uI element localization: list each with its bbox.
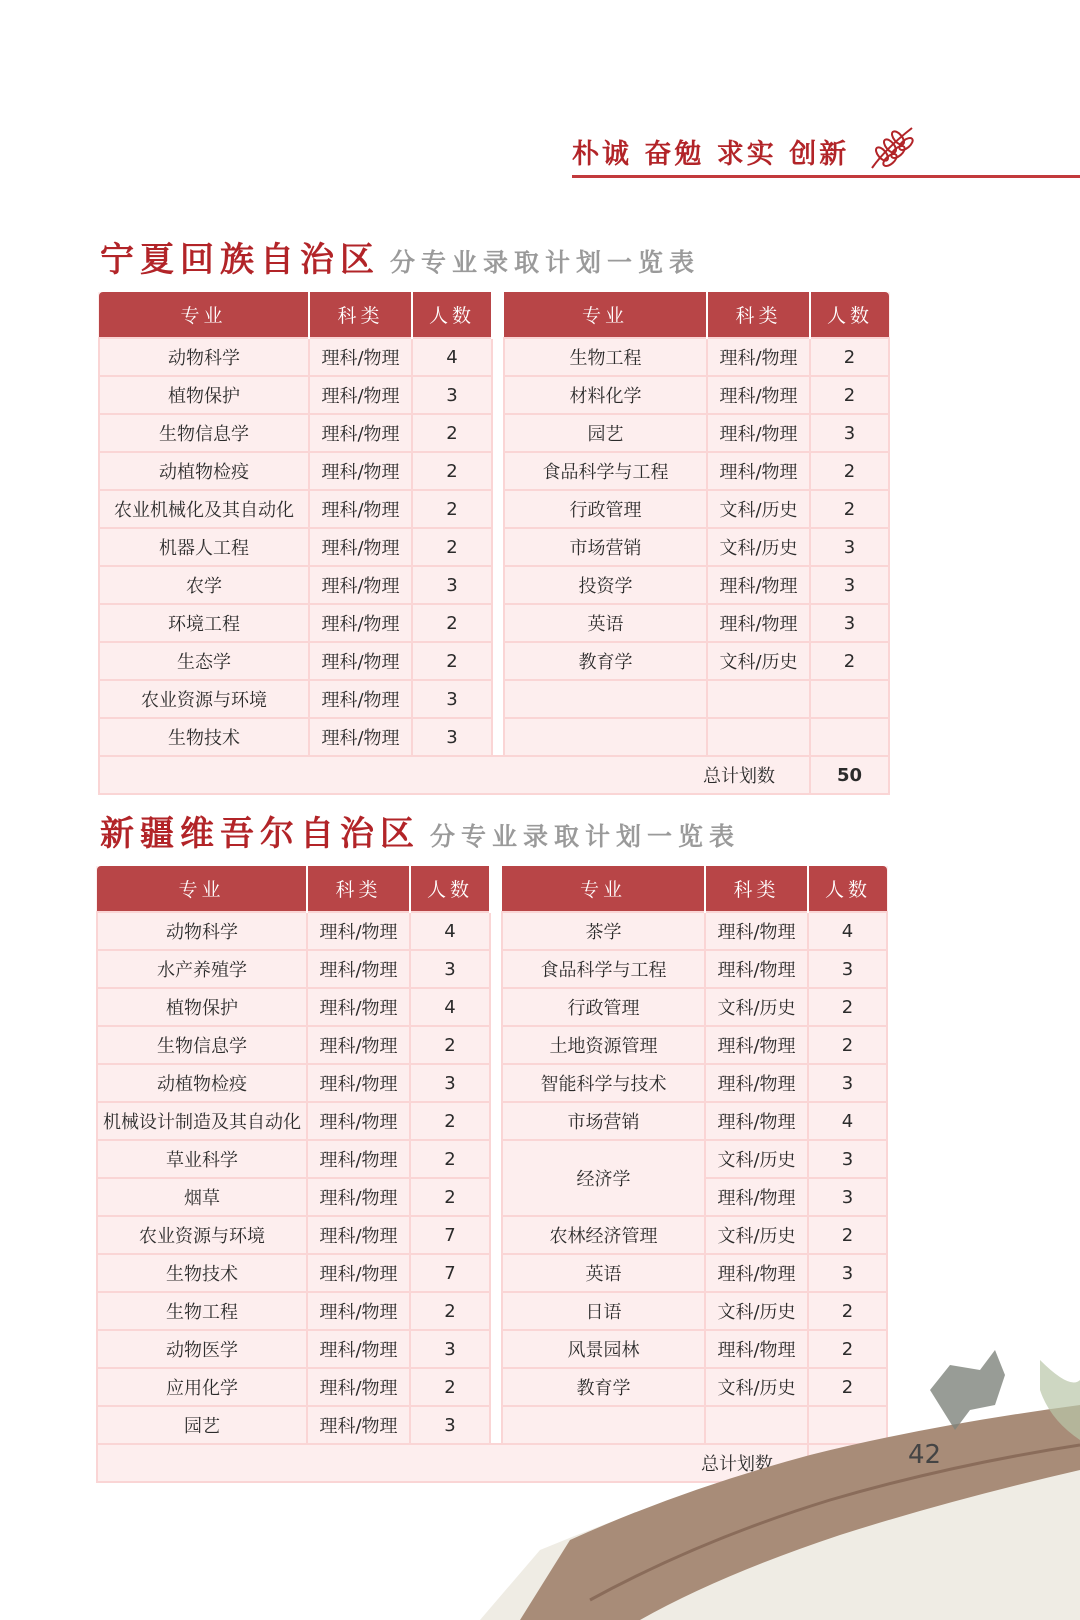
header-major: 专业 [97,866,307,912]
major-cell: 生态学 [99,642,309,680]
count-cell: 3 [412,566,492,604]
major-cell: 园艺 [504,414,707,452]
major-cell: 智能科学与技术 [502,1064,705,1102]
header-count: 人数 [808,866,887,912]
major-cell: 植物保护 [97,988,307,1026]
count-cell: 3 [808,1140,887,1178]
category-cell: 理科/物理 [705,1330,808,1368]
major-cell: 英语 [504,604,707,642]
major-cell: 日语 [502,1292,705,1330]
table-row [97,912,887,950]
count-cell: 3 [412,718,492,756]
category-cell: 理科/物理 [307,1102,410,1140]
category-cell: 理科/物理 [705,912,808,950]
count-cell: 2 [808,1368,887,1406]
major-cell: 园艺 [97,1406,307,1444]
major-cell: 动物科学 [97,912,307,950]
count-cell [810,680,889,718]
count-cell: 2 [410,1368,490,1406]
category-cell: 文科/历史 [705,1140,808,1178]
header-category: 科类 [705,866,808,912]
category-cell: 理科/物理 [309,376,412,414]
count-cell: 3 [810,528,889,566]
count-cell: 3 [412,680,492,718]
major-cell [504,718,707,756]
header-category: 科类 [307,866,410,912]
category-cell: 文科/历史 [707,642,810,680]
category-cell: 理科/物理 [309,566,412,604]
category-cell: 理科/物理 [705,1026,808,1064]
count-cell: 2 [808,988,887,1026]
major-cell: 机械设计制造及其自动化 [97,1102,307,1140]
count-cell: 4 [808,1102,887,1140]
major-cell: 教育学 [502,1368,705,1406]
count-cell [810,718,889,756]
major-cell: 生物技术 [99,718,309,756]
category-cell: 理科/物理 [705,1254,808,1292]
count-cell: 3 [810,414,889,452]
count-cell: 4 [410,988,490,1026]
category-cell: 文科/历史 [705,1216,808,1254]
header-category: 科类 [707,292,810,338]
category-cell: 理科/物理 [707,414,810,452]
header-count: 人数 [412,292,492,338]
major-cell: 土地资源管理 [502,1026,705,1064]
table-row [97,1254,887,1292]
category-cell: 理科/物理 [707,376,810,414]
major-cell: 生物信息学 [99,414,309,452]
count-cell: 2 [808,1292,887,1330]
category-cell: 理科/物理 [307,1216,410,1254]
category-cell: 理科/物理 [705,1064,808,1102]
table-row [97,950,887,988]
count-cell: 3 [808,1178,887,1216]
major-cell: 环境工程 [99,604,309,642]
category-cell: 理科/物理 [307,988,410,1026]
count-cell: 7 [410,1254,490,1292]
table-row [99,376,889,414]
count-cell: 3 [810,604,889,642]
category-cell: 理科/物理 [309,680,412,718]
category-cell: 理科/物理 [705,1102,808,1140]
major-cell: 应用化学 [97,1368,307,1406]
category-cell: 文科/历史 [707,528,810,566]
table-row [97,1178,887,1216]
count-cell: 2 [810,490,889,528]
count-cell: 2 [808,1216,887,1254]
major-cell: 水产养殖学 [97,950,307,988]
major-cell: 生物信息学 [97,1026,307,1064]
header-major: 专业 [502,866,705,912]
major-cell: 教育学 [504,642,707,680]
major-cell: 动植物检疫 [97,1064,307,1102]
category-cell: 文科/历史 [707,490,810,528]
category-cell: 理科/物理 [309,642,412,680]
count-cell: 2 [412,642,492,680]
category-cell: 理科/物理 [307,1254,410,1292]
count-cell: 4 [808,912,887,950]
count-cell: 2 [412,452,492,490]
table-row [97,1216,887,1254]
table-row [99,604,889,642]
category-cell: 理科/物理 [307,950,410,988]
category-cell: 理科/物理 [707,566,810,604]
category-cell: 理科/物理 [707,604,810,642]
ningxia-plan-table [98,292,890,795]
table-row [97,1102,887,1140]
major-cell: 生物工程 [504,338,707,376]
table-row [99,528,889,566]
table-row [99,490,889,528]
major-cell: 材料化学 [504,376,707,414]
category-cell: 理科/物理 [707,452,810,490]
count-cell: 2 [410,1292,490,1330]
major-cell: 农学 [99,566,309,604]
count-cell: 3 [410,950,490,988]
table-header-row [97,866,887,912]
category-cell: 理科/物理 [707,338,810,376]
major-cell: 植物保护 [99,376,309,414]
page-number: 42 [908,1440,942,1470]
major-cell: 生物技术 [97,1254,307,1292]
category-cell: 文科/历史 [705,1292,808,1330]
count-cell: 2 [410,1102,490,1140]
count-cell: 2 [808,1330,887,1368]
major-cell: 经济学 [502,1140,705,1216]
major-cell: 市场营销 [504,528,707,566]
total-row [99,756,889,794]
landscape-illustration [480,1350,1080,1620]
count-cell: 3 [810,566,889,604]
category-cell: 理科/物理 [307,1330,410,1368]
count-cell: 2 [412,528,492,566]
major-cell: 市场营销 [502,1102,705,1140]
major-cell: 食品科学与工程 [504,452,707,490]
category-cell: 理科/物理 [309,452,412,490]
wheat-icon [868,124,916,170]
category-cell: 理科/物理 [309,490,412,528]
count-cell: 2 [810,376,889,414]
table-row [99,414,889,452]
table-header-row [99,292,889,338]
major-cell: 食品科学与工程 [502,950,705,988]
major-cell [504,680,707,718]
count-cell: 2 [410,1178,490,1216]
major-cell: 英语 [502,1254,705,1292]
major-cell: 机器人工程 [99,528,309,566]
major-cell: 行政管理 [504,490,707,528]
category-cell: 文科/历史 [705,988,808,1026]
count-cell: 2 [810,338,889,376]
count-cell: 2 [810,452,889,490]
section-subtitle: 分专业录取计划一览表 [390,248,701,277]
region-name: 新疆维吾尔自治区 [100,814,420,854]
count-cell: 2 [810,642,889,680]
header-count: 人数 [410,866,490,912]
category-cell: 理科/物理 [309,338,412,376]
count-cell: 2 [412,604,492,642]
major-cell: 农业资源与环境 [97,1216,307,1254]
count-cell: 2 [410,1026,490,1064]
table-row [97,1140,887,1178]
header-category: 科类 [309,292,412,338]
category-cell: 理科/物理 [309,414,412,452]
major-cell: 草业科学 [97,1140,307,1178]
table-row [99,642,889,680]
category-cell: 理科/物理 [705,950,808,988]
major-cell: 投资学 [504,566,707,604]
table-row [97,1064,887,1102]
count-cell: 3 [808,1064,887,1102]
region-name: 宁夏回族自治区 [100,240,380,280]
section-title-ningxia [100,232,700,281]
category-cell [707,718,810,756]
count-cell: 3 [410,1330,490,1368]
category-cell [707,680,810,718]
category-cell: 理科/物理 [307,1140,410,1178]
category-cell: 理科/物理 [309,528,412,566]
major-cell: 农林经济管理 [502,1216,705,1254]
section-subtitle: 分专业录取计划一览表 [430,822,741,851]
count-cell: 2 [412,414,492,452]
section-title-xinjiang [100,806,740,855]
count-cell: 7 [410,1216,490,1254]
category-cell: 文科/历史 [705,1368,808,1406]
count-cell: 2 [808,1026,887,1064]
table-row [99,338,889,376]
total-label: 总计划数 [97,1444,808,1482]
header-major: 专业 [99,292,309,338]
header-divider [572,175,1080,178]
school-motto: 朴诚 奋勉 求实 创新 [572,139,850,170]
category-cell: 理科/物理 [307,1406,410,1444]
category-cell: 理科/物理 [307,1064,410,1102]
major-cell: 动物科学 [99,338,309,376]
category-cell: 理科/物理 [307,1026,410,1064]
count-cell: 3 [410,1406,490,1444]
major-cell: 风景园林 [502,1330,705,1368]
category-cell: 理科/物理 [309,718,412,756]
category-cell: 理科/物理 [705,1178,808,1216]
count-cell: 3 [808,950,887,988]
table-row [99,566,889,604]
category-cell: 理科/物理 [307,912,410,950]
header-major: 专业 [504,292,707,338]
total-count: 50 [810,756,889,794]
total-label: 总计划数 [99,756,810,794]
major-cell: 农业机械化及其自动化 [99,490,309,528]
major-cell: 茶学 [502,912,705,950]
major-cell: 农业资源与环境 [99,680,309,718]
header-count: 人数 [810,292,889,338]
count-cell: 3 [808,1254,887,1292]
table-row [99,452,889,490]
category-cell: 理科/物理 [307,1178,410,1216]
category-cell: 理科/物理 [309,604,412,642]
category-cell: 理科/物理 [307,1368,410,1406]
category-cell: 理科/物理 [307,1292,410,1330]
major-cell: 烟草 [97,1178,307,1216]
count-cell: 2 [410,1140,490,1178]
table-row [97,1292,887,1330]
major-cell: 行政管理 [502,988,705,1026]
table-row [99,718,889,756]
table-row [97,1026,887,1064]
table-row [97,988,887,1026]
count-cell: 4 [412,338,492,376]
table-row [99,680,889,718]
count-cell: 4 [410,912,490,950]
major-cell: 动物医学 [97,1330,307,1368]
count-cell: 3 [412,376,492,414]
major-cell: 生物工程 [97,1292,307,1330]
count-cell: 3 [410,1064,490,1102]
major-cell: 动植物检疫 [99,452,309,490]
count-cell: 2 [412,490,492,528]
